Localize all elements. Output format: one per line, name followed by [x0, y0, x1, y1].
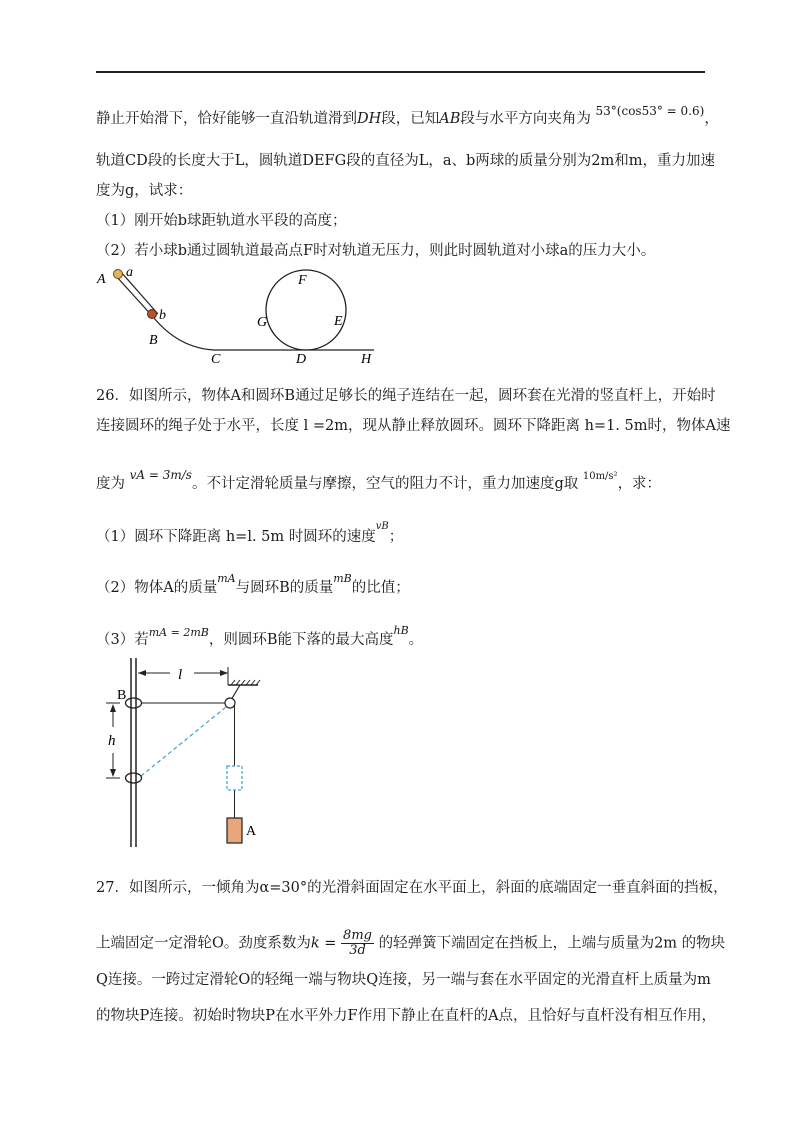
p27-line-4: 的物块P连接。初始时物块P在水平外力F作用下静止在直杆的A点，且恰好与直杆没有相互作用，	[96, 1008, 717, 1024]
prev-question-1: （1）刚开始b球距轨道水平段的高度；	[96, 213, 347, 229]
text: 的比值；	[351, 580, 410, 596]
arrow-up-icon	[110, 704, 116, 712]
hb-symbol: hB	[393, 624, 409, 637]
pulley-figure	[100, 655, 280, 850]
text: （3）若	[96, 632, 149, 648]
text: 静止开始滑下，恰好能够一直沿轨道滑到	[96, 111, 357, 127]
text: ；	[388, 529, 404, 545]
block-a	[227, 818, 242, 843]
label-E: E	[334, 314, 343, 329]
text: 。	[408, 632, 424, 648]
text: 上端固定一定滑轮O。劲度系数为	[96, 935, 311, 952]
text: 的轻弹簧下端固定在挡板上，上端与质量为2m 的物块	[378, 935, 726, 952]
k-numerator: 8mg	[343, 928, 372, 943]
label-A: A	[97, 272, 106, 287]
label-D: D	[296, 352, 307, 367]
header-rule	[96, 71, 705, 73]
label-H: H	[361, 352, 372, 367]
arrow-down-icon	[110, 769, 116, 777]
text: （1）圆环下降距离 h=l. 5m 时圆环的速度	[96, 529, 376, 545]
k-denominator: 3d	[349, 943, 366, 958]
p26-question-1	[96, 517, 403, 547]
pulley-icon	[225, 698, 235, 708]
label-h: h	[108, 733, 116, 749]
track-figure	[94, 262, 384, 367]
label-l: l	[178, 667, 183, 683]
ball-b	[148, 310, 157, 319]
mb-symbol: mB	[333, 572, 352, 585]
text: 与圆环B的质量	[235, 580, 334, 596]
text: 。不计定滑轮质量与摩擦，空气的阻力不计，重力加速度g取	[191, 476, 579, 492]
p26-question-3	[96, 621, 423, 650]
g-value: 10m/s²	[582, 471, 618, 482]
label-b: b	[159, 308, 166, 323]
angle-formula: 53°(cos53° = 0.6)	[595, 104, 705, 118]
pulley-bracket	[231, 685, 240, 700]
text: ，则圆环B能下落的最大高度	[208, 632, 394, 648]
label-B: B	[149, 333, 158, 348]
vb-symbol: vB	[375, 521, 389, 532]
p26-line-2: 连接圆环的绳子处于水平，长度 l =2m，现从静止释放圆环。圆环下降距离 h=1. 5m时，物体A速	[96, 418, 731, 434]
arrow-right-icon	[220, 670, 228, 676]
block-a-initial	[227, 766, 242, 790]
arrow-left-icon	[138, 670, 146, 676]
text: 段，已知	[381, 111, 440, 127]
label-B: B	[117, 688, 127, 703]
text: ，求：	[617, 476, 662, 492]
text: 段与水平方向夹角为	[460, 111, 591, 127]
p26-question-2	[96, 569, 410, 598]
ma-symbol: mA	[217, 572, 236, 585]
condition-formula: mA = 2mB	[148, 626, 209, 639]
text: （2）物体A的质量	[96, 580, 218, 596]
ring-b-initial	[126, 698, 142, 708]
p27-line-1: 27．如图所示，一倾角为α=30°的光滑斜面固定在水平面上，斜面的底端固定一垂直斜面的挡板，	[96, 880, 728, 896]
label-C: C	[211, 352, 221, 367]
p27-line-2	[96, 929, 725, 958]
rope-dashed	[141, 707, 226, 776]
text: 度为	[96, 476, 125, 492]
p27-line-3: Q连接。一跨过定滑轮O的轻绳一端与物块Q连接，另一端与套在水平固定的光滑直杆上质量为m	[96, 972, 711, 988]
label-A: A	[246, 824, 257, 839]
va-formula: vA = 3m/s	[129, 468, 192, 482]
prev-question-2: （2）若小球b通过圆轨道最高点F时对轨道无压力，则此时圆轨道对小球a的压力大小。	[96, 243, 656, 259]
segment-ab: AB	[439, 111, 461, 127]
label-F: F	[298, 273, 307, 288]
ball-a	[114, 270, 123, 279]
segment-dh: DH	[357, 111, 382, 127]
ring-b-lowered	[126, 773, 142, 783]
p26-line-1: 26．如图所示，物体A和圆环B通过足够长的绳子连结在一起，圆环套在光滑的竖直杆上，开始时	[96, 388, 716, 404]
prev-line-3: 度为g，试求：	[96, 183, 193, 199]
text: ，	[704, 111, 719, 127]
p26-line-3	[96, 465, 661, 494]
k-fraction	[341, 929, 374, 958]
label-a: a	[126, 265, 133, 280]
k-symbol: k =	[310, 935, 337, 952]
prev-line-1	[96, 101, 719, 129]
label-G: G	[257, 315, 268, 330]
prev-line-2: 轨道CD段的长度大于L，圆轨道DEFG段的直径为L，a、b两球的质量分别为2m和m，重力加速	[96, 153, 715, 169]
